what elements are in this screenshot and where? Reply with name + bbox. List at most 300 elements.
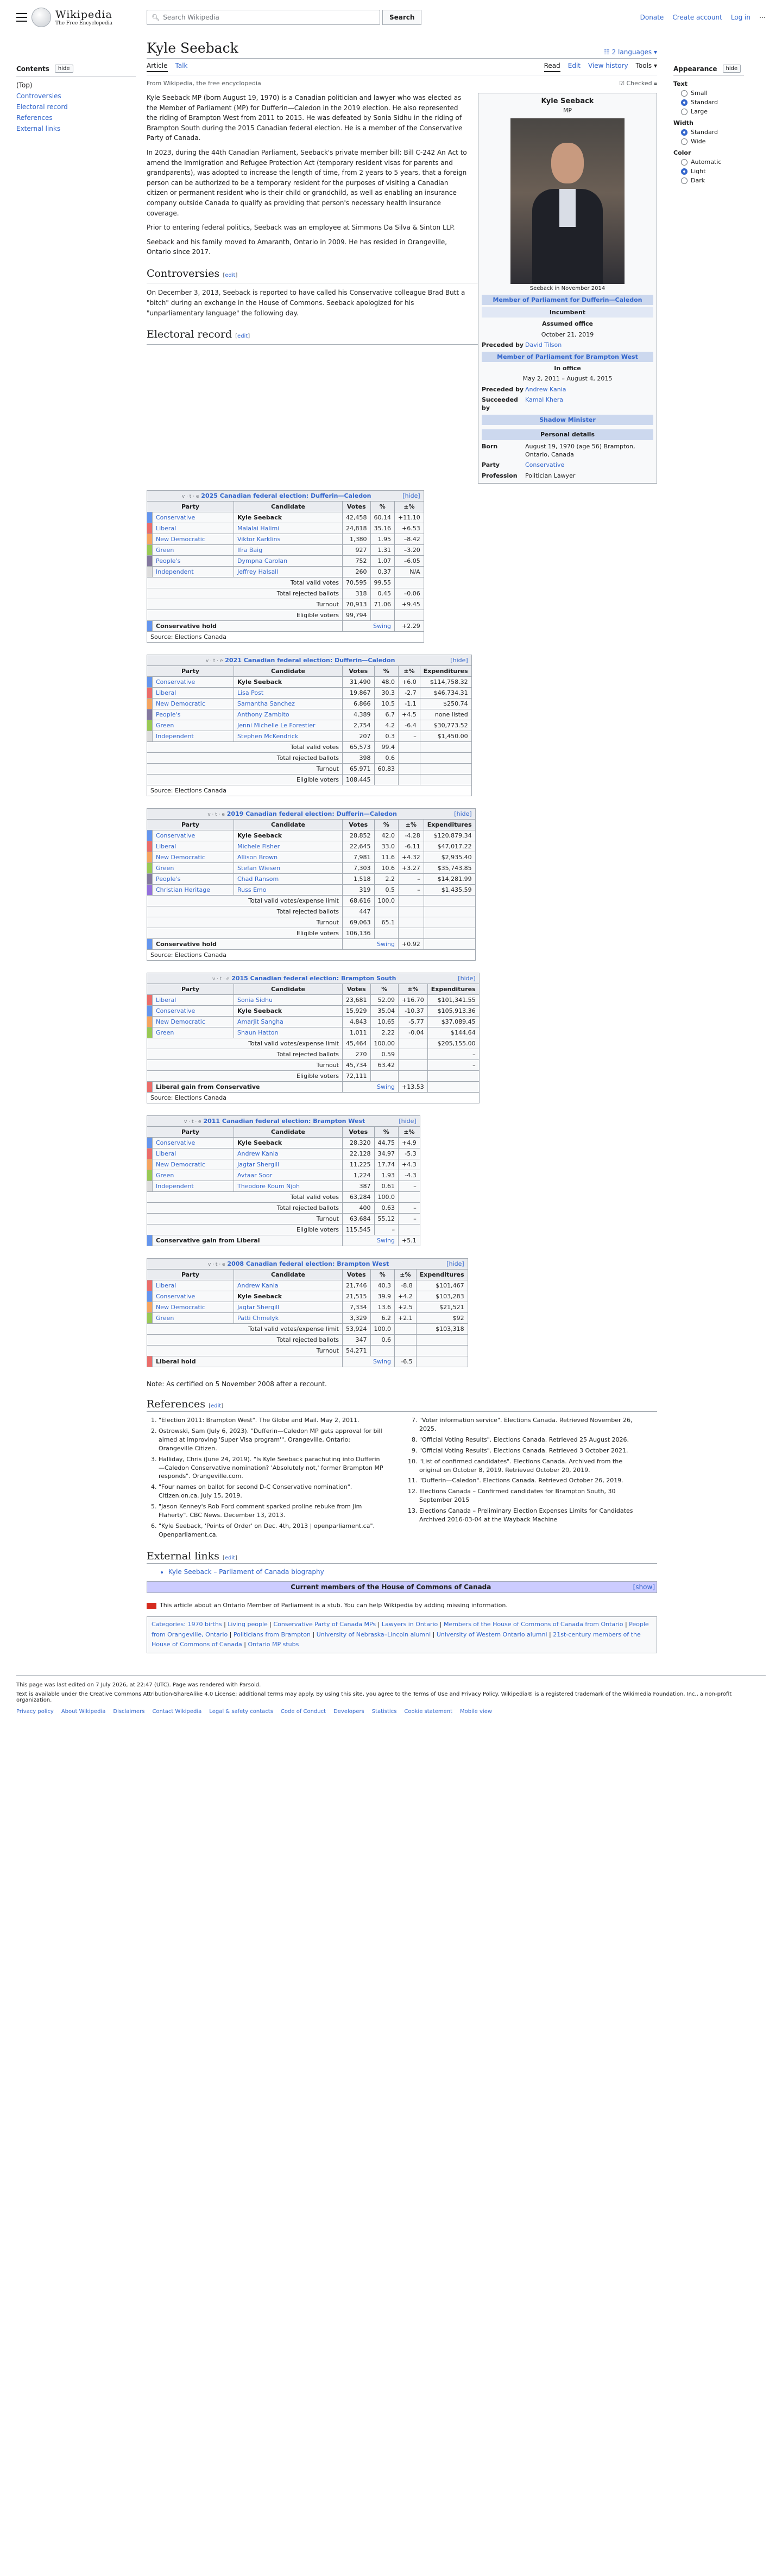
vte-links[interactable]: v · t · e [184,1119,201,1125]
party-link[interactable]: People's [153,709,234,720]
party-link[interactable]: Liberal [153,688,234,699]
wikipedia-globe-icon [31,8,51,27]
party-link[interactable]: Independent [153,567,234,578]
totals-label: Total rejected ballots [147,1049,343,1060]
toc-item-external-links[interactable]: External links [16,125,61,132]
cell-value: 7,334 [343,1302,371,1313]
column-header: Expenditures [416,1270,468,1280]
reference-item[interactable]: 2. Ostrowski, Sam (July 6, 2023). "Dufferin—Caledon MP gets approval for bill aimed at improving 'Super Visa program'". Orangeville, Ontario: Orangeville Citizen. [159,1427,386,1453]
category-link[interactable]: Ontario MP stubs [248,1641,299,1648]
totals-expenditure: – [427,1060,479,1071]
lead-paragraph-2: In 2023, during the 44th Canadian Parliament, Seeback's private member bill: Bill C-242 An Act to amend the Immigration and Refugee Protection Act (temporary resident visas for parents and grandparents), was adopted to increase the length of time, from 2 years to 5 years, that a foreign person can be authorized to be a temporary resident for the purposes of visiting a Canadian citizen or permanent resident who is their child or grandchild, as well as enabling an insurance company outside Canada to qualify as providing that person's necessary health insurance coverage. [147,148,467,217]
totals-row [147,1203,420,1214]
totals-row [147,1214,420,1224]
candidate-name[interactable]: Andrew Kania [234,1280,343,1291]
edit-electoral-link[interactable]: edit [237,333,248,340]
candidate-name[interactable]: Michele Fisher [234,841,343,852]
color-automatic[interactable]: Automatic [673,158,744,166]
totals-percent: 71.06 [370,599,395,610]
footer-link[interactable]: Mobile view [460,1709,493,1715]
cell-value: -5.3 [399,1149,420,1159]
totals-votes: 53,924 [343,1324,371,1335]
cell-value: -8.8 [395,1280,417,1291]
empty-cell [424,939,475,950]
category-link[interactable]: 21st-century members of the House of Commons of Canada [152,1630,641,1648]
profession-label: Profession [482,472,518,479]
reference-item[interactable]: 10. "List of confirmed candidates". Elections Canada. Archived from the original on October 8, 2019. Retrieved October 20, 2019. [419,1457,646,1475]
election-table: v · t · e 2019 Canadian federal election: Dufferin—Caledon [hide] Party Candidate Votes % ±% Expenditures Conservative Kyle Seeback 28,852 42.0 -4.28 $120,879.34 Liberal Michele Fisher 22,645 33.0 -6.11 $47,017.22 New Democratic Allison Brown 7,981 11.6 +4.32 $2,935.40 Green Stefan Wiesen 7,303 10.6 +3.27 $35,743.85 People's Chad Ransom 1,518 2.2 – $14,281.99 Christian Heritage Russ Emo 319 0.5 – $1,435.59 Total valid votes/expense limit 68,616 100.0 Total rejected ballots 447 Turnout 69,063 65.1 Eligible voters 106,136 Conservative hold Swing +0.92 Source: Elections Canada [147,808,476,961]
totals-row [147,1060,480,1071]
party-link[interactable]: New Democratic [153,1302,234,1313]
candidate-name[interactable]: Stefan Wiesen [234,863,343,874]
party-link[interactable]: New Democratic [153,852,234,863]
site-tagline: The Free Encyclopedia [55,21,112,26]
table-row [147,852,476,863]
cell-value: 42,458 [343,512,371,523]
cell-value: -10.37 [399,1006,428,1017]
cell-value: 1,380 [343,534,371,545]
party-link[interactable]: Independent [153,731,234,742]
party-color-swatch [147,1291,153,1302]
election-title[interactable]: 2011 Canadian federal election: Brampton West [203,1118,365,1125]
candidate-name[interactable]: Samantha Sanchez [234,699,343,709]
column-header: ±% [395,1270,417,1280]
preceded-label: Preceded by [482,341,524,349]
totals-change [399,917,424,928]
shadow-minister-link[interactable]: Shadow Minister [539,416,596,423]
header-party: Party [147,502,234,512]
result-row [147,621,424,632]
table-row [147,1313,468,1324]
cell-value: 30.3 [374,688,399,699]
office2-link[interactable]: Member of Parliament for Brampton West [497,353,638,360]
cell-value: 21,746 [343,1280,371,1291]
table-hide-link[interactable]: hide [405,492,418,500]
vte-links[interactable]: v · t · e [208,1262,225,1268]
party-color-swatch [147,545,153,556]
reference-item[interactable]: 1. "Election 2011: Brampton West". The Globe and Mail. May 2, 2011. [159,1416,386,1425]
tab-read[interactable]: Read [544,62,560,72]
party-color-swatch [147,709,153,720]
totals-label: Total valid votes [147,742,343,753]
edit-references-link[interactable]: edit [210,1403,222,1409]
cell-value: 6,866 [343,699,375,709]
donate-link[interactable]: Donate [640,14,664,21]
color-label: Color [673,149,691,156]
search-icon: 🔍︎ [152,14,160,21]
totals-votes: 65,573 [343,742,375,753]
vte-links[interactable]: v · t · e [212,976,230,982]
party-link[interactable]: Green [153,720,234,731]
category-link[interactable]: People from Orangeville, Ontario [152,1621,649,1638]
language-button[interactable]: ☷ 2 languages ▾ [603,48,657,56]
section-references: References [edit] [147,1398,657,1412]
footer-link[interactable]: Legal & safety contacts [209,1709,273,1715]
election-title[interactable]: 2021 Canadian federal election: Dufferin—Caledon [225,657,395,664]
tab-edit[interactable]: Edit [567,62,581,69]
party-link[interactable]: Liberal [153,995,234,1006]
candidate-name[interactable]: Jeffrey Halsall [234,567,343,578]
candidate-name: Kyle Seeback [234,677,343,688]
table-hide-link[interactable]: hide [401,1118,414,1125]
totals-votes: 106,136 [343,928,375,939]
infobox [478,93,657,484]
cell-value: +11.10 [395,512,424,523]
candidate-name[interactable]: Theodore Koum Njoh [234,1181,343,1192]
born-label: Born [482,442,498,450]
candidate-name[interactable]: Jagtar Shergill [234,1159,343,1170]
reference-item[interactable]: 13. Elections Canada – Preliminary Election Expenses Limits for Candidates Archived 2016-03-04 at the Wayback Machine [419,1507,646,1524]
candidate-name[interactable]: Jenni Michelle Le Forestier [234,720,343,731]
candidate-name[interactable]: Jagtar Shergill [234,1302,343,1313]
footer-link[interactable]: Disclaimers [113,1709,145,1715]
totals-label: Total rejected ballots [147,588,343,599]
cell-value: -4.3 [399,1170,420,1181]
party-link[interactable]: Conservative [153,830,234,841]
party-link[interactable]: Green [153,863,234,874]
totals-row [147,1335,468,1346]
party-link[interactable]: Green [153,1313,234,1324]
totals-percent: 100.0 [370,1324,395,1335]
cell-value: –3.20 [395,545,424,556]
preceded1-link[interactable]: David Tilson [525,341,562,349]
table-row [147,523,424,534]
party-link[interactable]: People's [153,556,234,567]
cell-value: $101,467 [416,1280,468,1291]
vte-links[interactable]: v · t · e [181,494,199,500]
footer-link[interactable]: Contact Wikipedia [152,1709,202,1715]
text-size-small[interactable]: Small [673,90,744,97]
party-link[interactable]: New Democratic [153,1017,234,1027]
portrait-image[interactable] [510,118,625,284]
footer-link[interactable]: Code of Conduct [280,1709,326,1715]
party-color-swatch [147,720,153,731]
category-link[interactable]: 1970 births [187,1621,222,1628]
candidate-name[interactable]: Ifra Baig [234,545,343,556]
swing-value: +13.53 [399,1082,428,1093]
cell-value: $103,283 [416,1291,468,1302]
column-header: ±% [395,502,424,512]
checkbox-icon: ☑ [619,80,625,87]
vte-links[interactable]: v · t · e [205,658,223,664]
cell-value: 6.7 [374,709,399,720]
category-link[interactable]: Members of the House of Commons of Canada from Ontario [443,1621,623,1628]
recount-note: Note: As certified on 5 November 2008 after a recount. [147,1380,327,1388]
stub-notice: This article about an Ontario Member of Parliament is a stub. You can help Wikipedia by adding missing information. [147,1602,657,1609]
office1-link[interactable]: Member of Parliament for Dufferin—Caledon [493,296,642,303]
reference-item[interactable]: 7. "Voter information service". Elections Canada. Retrieved November 26, 2025. [419,1416,646,1433]
column-header: Candidate [234,1270,343,1280]
reference-item[interactable]: 8. "Official Voting Results". Elections Canada. Retrieved 25 August 2026. [419,1436,646,1444]
swing-link[interactable]: Swing [343,621,395,632]
category-link[interactable]: Politicians from Brampton [233,1630,311,1638]
swing-value: +5.1 [399,1235,420,1246]
totals-row [147,599,424,610]
search-input[interactable]: 🔍︎ Search Wikipedia [147,10,380,25]
section-controversies: Controversies [edit] [147,266,657,283]
width-wide[interactable]: Wide [673,138,744,145]
footer-link[interactable]: Statistics [371,1709,397,1715]
candidate-name[interactable]: Stephen McKendrick [234,731,343,742]
reference-item[interactable]: 4. "Four names on ballot for second D-C Conservative nomination". Citizen.on.ca. July 15, 2019. [159,1483,386,1500]
toc-item-top[interactable]: (Top) [16,81,33,89]
swing-link[interactable]: Swing [343,1235,399,1246]
party-color-swatch [147,699,153,709]
empty-cell [416,1356,468,1367]
totals-votes: 72,111 [343,1071,371,1082]
totals-votes: 69,063 [343,917,375,928]
totals-row [147,764,472,775]
totals-change [399,753,420,764]
table-row [147,1302,468,1313]
party-color-swatch [147,841,153,852]
swing-value: +0.92 [399,939,424,950]
table-source[interactable]: Source: Elections Canada [147,950,476,961]
totals-percent: 0.6 [370,1335,395,1346]
vte-links[interactable]: v · t · e [207,812,225,818]
totals-expenditure [420,775,471,785]
succeeded-link[interactable]: Kamal Khera [525,396,563,404]
party-link[interactable]: New Democratic [153,534,234,545]
totals-votes: 70,595 [343,578,371,588]
party-link[interactable]: Conservative [153,1138,234,1149]
candidate-name[interactable]: Patti Chmelyk [234,1313,343,1324]
cell-value: 319 [343,885,375,896]
party-link[interactable]: Conservative [153,677,234,688]
candidate-name[interactable]: Lisa Post [234,688,343,699]
cell-value: 10.65 [370,1017,399,1027]
categories-label[interactable]: Categories: [152,1621,186,1628]
candidate-name[interactable]: Viktor Karklins [234,534,343,545]
totals-label: Total rejected ballots [147,1335,343,1346]
appearance-hide-button[interactable]: hide [723,65,741,73]
totals-row [147,1192,420,1203]
party-link[interactable]: Liberal [153,1280,234,1291]
candidate-name[interactable]: Amarjit Sangha [234,1017,343,1027]
swing-link[interactable]: Swing [343,939,399,950]
category-link[interactable]: University of Western Ontario alumni [436,1630,547,1638]
cell-value: $105,913.36 [427,1006,479,1017]
candidate-name[interactable]: Andrew Kania [234,1149,343,1159]
cell-value: 34.97 [374,1149,399,1159]
candidate-name[interactable]: Sonia Sidhu [234,995,343,1006]
party-link[interactable]: Green [153,545,234,556]
category-link[interactable]: University of Nebraska–Lincoln alumni [316,1630,431,1638]
party-link[interactable]: New Democratic [153,1159,234,1170]
header [0,0,782,35]
search-form [147,10,421,25]
result-text: Liberal hold [153,1356,343,1367]
reference-item[interactable]: 9. "Official Voting Results". Elections Canada. Retrieved 3 October 2021. [419,1446,646,1455]
party-link[interactable]: Green [153,1170,234,1181]
create-account-link[interactable]: Create account [672,14,722,21]
table-hide-link[interactable]: hide [460,975,474,982]
column-header: Candidate [234,502,343,512]
reference-item[interactable]: 3. Halliday, Chris (June 24, 2019). "Is Kyle Seeback parachuting into Dufferin—Caledon Conservative nomination? 'Absolutely not,' former Brampton MP responds". Orangeville.com. [159,1455,386,1481]
totals-votes: 70,913 [343,599,371,610]
footer-link[interactable]: Cookie statement [404,1709,453,1715]
totals-votes: 63,684 [343,1214,375,1224]
cell-value: $14,281.99 [424,874,475,885]
cell-value: 1.93 [374,1170,399,1181]
party-link[interactable]: Green [153,1027,234,1038]
footer-link[interactable]: Developers [333,1709,364,1715]
category-link[interactable]: Living people [228,1621,268,1628]
party-link[interactable]: Christian Heritage [153,885,234,896]
external-link-item[interactable]: • Kyle Seeback – Parliament of Canada biography [168,1568,657,1576]
result-text: Conservative hold [153,621,343,632]
reference-item[interactable]: 11. "Dufferin—Caledon". Elections Canada. Retrieved October 26, 2019. [419,1476,646,1485]
cell-value: –8.42 [395,534,424,545]
table-source[interactable]: Source: Elections Canada [147,785,472,796]
party-link[interactable]: Liberal [153,523,234,534]
main-menu-icon[interactable] [16,13,27,22]
election-title[interactable]: 2008 Canadian federal election: Brampton West [227,1260,389,1268]
checked-toggle[interactable]: ☑ Checked 🔒︎ [619,80,657,87]
election-title[interactable]: 2015 Canadian federal election: Brampton South [231,975,396,982]
reference-item[interactable]: 5. "Jason Kenney's Rob Ford comment sparked proline rebuke from Jim Flaherty". CBC News. December 13, 2013. [159,1502,386,1520]
search-button[interactable]: Search [382,10,421,25]
cell-value: – [399,731,420,742]
cell-value: +4.2 [395,1291,417,1302]
toc-hide-button[interactable]: hide [55,65,73,73]
color-light[interactable]: Light [673,168,744,175]
party-link[interactable]: New Democratic [153,699,234,709]
table-row [147,688,472,699]
text-size-large[interactable]: Large [673,108,744,115]
license-text: Text is available under the Creative Commons Attribution-ShareAlike 4.0 License; additional terms may apply. By using this site, you agree to the Terms of Use and Privacy Policy. Wikipedia® is a registered trademark of the Wikimedia Foundation, Inc., a non-profit organization. [16,1691,732,1704]
cell-value: +2.5 [395,1302,417,1313]
category-link[interactable]: Lawyers in Ontario [381,1621,438,1628]
color-dark[interactable]: Dark [673,177,744,184]
party-link[interactable]: Conservative [153,512,234,523]
party-link[interactable]: Liberal [153,841,234,852]
column-header: % [374,1127,399,1138]
cell-value: 10.6 [374,863,399,874]
width-standard[interactable]: Standard [673,129,744,136]
totals-change [399,1071,428,1082]
office1-status: Incumbent [549,308,586,316]
candidate-name[interactable]: Dympna Carolan [234,556,343,567]
reference-item[interactable]: 12. Elections Canada – Confirmed candidates for Brampton South, 30 September 2015 [419,1487,646,1505]
table-source[interactable]: Source: Elections Canada [147,632,424,643]
totals-label: Total valid votes/expense limit [147,1324,343,1335]
table-row [147,720,472,731]
result-row [147,1356,468,1367]
candidate-name[interactable]: Russ Emo [234,885,343,896]
totals-label: Eligible voters [147,775,343,785]
toc-item-electoral-record[interactable]: Electoral record [16,103,68,111]
result-text: Liberal gain from Conservative [153,1082,343,1093]
totals-percent: 100.0 [374,1192,399,1203]
party-link[interactable]: People's [153,874,234,885]
totals-label: Eligible voters [147,610,343,621]
table-source[interactable]: Source: Elections Canada [147,1093,480,1103]
party-link[interactable]: Conservative [525,461,565,469]
swing-link[interactable]: Swing [343,1356,395,1367]
election-table: v · t · e 2025 Canadian federal election: Dufferin—Caledon [hide] Party Candidate Votes % ±% Conservative Kyle Seeback 42,458 60.14 +11.10 Liberal Malalai Halimi 24,818 35.16 +6.53 New Democratic Viktor Karklins 1,380 1.95 –8.42 Green Ifra Baig 927 1.31 –3.20 People's Dympna Carolan 752 1.07 –6.05 Independent Jeffrey Halsall 260 0.37 N/A Total valid votes 70,595 99.55 Total rejected ballots 318 0.45 –0.06 Turnout 70,913 71.06 +9.45 Eligible voters 99,794 Conservative hold Swing +2.29 Source: Elections Canada [147,490,424,643]
candidate-name[interactable]: Malalai Halimi [234,523,343,534]
tab-talk[interactable]: Talk [175,62,188,69]
edit-controversies-link[interactable]: edit [225,272,236,278]
swing-link[interactable]: Swing [343,1082,399,1093]
toc-item-controversies[interactable]: Controversies [16,92,61,100]
navbox-show-link[interactable]: show [635,1583,653,1591]
navbox[interactable]: Current members of the House of Commons of Canada [show] [147,1581,657,1593]
site-logo[interactable] [16,8,141,27]
table-hide-link[interactable]: hide [452,657,466,664]
totals-change [395,1335,417,1346]
category-link[interactable]: Conservative Party of Canada MPs [273,1621,376,1628]
cell-value: 13.6 [370,1302,395,1313]
edit-external-link[interactable]: edit [224,1555,236,1561]
party-link[interactable]: Conservative [153,1006,234,1017]
tools-menu[interactable]: Tools ▾ [635,62,657,69]
party-color-swatch [147,677,153,688]
candidate-name[interactable]: Avtaar Soor [234,1170,343,1181]
cell-value: +6.53 [395,523,424,534]
login-link[interactable]: Log in [730,14,751,21]
candidate-name[interactable]: Anthony Zambito [234,709,343,720]
cell-value: 1.07 [370,556,395,567]
candidate-name[interactable]: Chad Ransom [234,874,343,885]
cell-value: 22,645 [343,841,375,852]
toc-item-references[interactable]: References [16,114,53,122]
party-link[interactable]: Conservative [153,1291,234,1302]
party-color-swatch [147,939,153,950]
table-row [147,699,472,709]
preceded2-link[interactable]: Andrew Kania [525,385,566,393]
cell-value: $35,743.85 [424,863,475,874]
header-party: Party [147,984,234,995]
totals-change [399,764,420,775]
election-title[interactable]: 2019 Canadian federal election: Dufferin—Caledon [226,810,397,818]
party-link[interactable]: Liberal [153,1149,234,1159]
table-row [147,841,476,852]
totals-change [399,1192,420,1203]
candidate-name[interactable]: Shaun Hatton [234,1027,343,1038]
tab-view-history[interactable]: View history [588,62,628,69]
text-size-standard[interactable]: Standard [673,99,744,106]
candidate-name: Kyle Seeback [234,1006,343,1017]
election-title[interactable]: 2025 Canadian federal election: Dufferin—Caledon [201,492,371,500]
totals-percent: 100.00 [370,1038,399,1049]
cell-value: 2.22 [370,1027,399,1038]
footer-link[interactable]: Privacy policy [16,1709,54,1715]
footer-link[interactable]: About Wikipedia [61,1709,106,1715]
totals-percent [374,775,399,785]
table-hide-link[interactable]: hide [449,1260,462,1268]
candidate-name[interactable]: Allison Brown [234,852,343,863]
table-row [147,534,424,545]
party-label: Party [482,461,500,469]
totals-percent: – [374,1224,399,1235]
more-options-icon[interactable]: ⋯ [759,14,766,21]
totals-votes: 108,445 [343,775,375,785]
party-color-swatch [147,621,153,632]
cell-value: 0.37 [370,567,395,578]
table-row [147,731,472,742]
table-row [147,995,480,1006]
table-hide-link[interactable]: hide [456,810,470,818]
assumed-office-date: October 21, 2019 [541,331,594,338]
tab-article[interactable]: Article [147,62,168,72]
reference-item[interactable]: 6. "Kyle Seeback, 'Points of Order' on Dec. 4th, 2013 | openparliament.ca". Openparliament.ca. [159,1522,386,1539]
appearance-title: Appearance [673,65,717,73]
swing-value: -6.5 [395,1356,417,1367]
table-row [147,1027,480,1038]
party-link[interactable]: Independent [153,1181,234,1192]
